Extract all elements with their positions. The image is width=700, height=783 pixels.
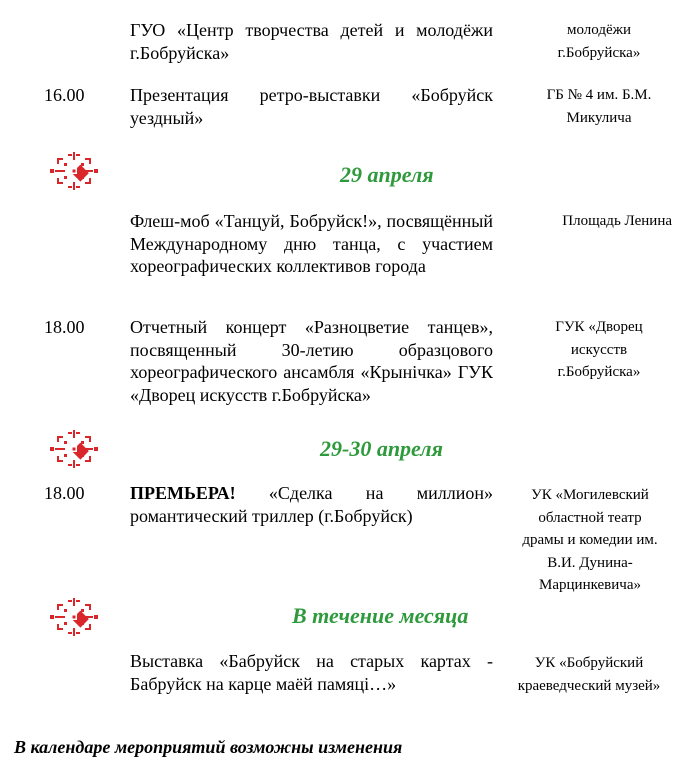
venue-line: Площадь Ленина	[562, 213, 672, 229]
venue-line: краеведческий музей»	[517, 677, 661, 694]
venue-line: В.И. Дунина-	[547, 554, 633, 571]
section-heading: В течение месяца	[292, 603, 469, 628]
event-time: 18.00	[44, 317, 85, 337]
venue-line: ГУК «Дворец	[555, 319, 643, 335]
venue-line: г.Бобруйска»	[557, 44, 641, 61]
section-heading: 29-30 апреля	[320, 436, 443, 461]
event-venue	[506, 484, 674, 597]
venue-line: Марцинкевича»	[539, 577, 641, 594]
event-venue	[524, 19, 674, 64]
event-time: 16.00	[44, 85, 85, 105]
section-heading: 29 апреля	[340, 162, 434, 187]
belarusian-ornament-icon	[49, 150, 99, 192]
event-venue	[504, 652, 674, 697]
event-description: ГУО «Центр творчества детей и молодёжи г.Бобруйска»	[130, 20, 493, 63]
event-description: Выставка «Бабруйск на старых картах - Бабруйск на карце маёй памяці…»	[130, 651, 493, 694]
event-time: 18.00	[44, 483, 85, 503]
footer-note: В календаре мероприятий возможны изменения	[14, 737, 403, 757]
event-venue	[524, 316, 674, 384]
event-description: Флеш-моб «Танцуй, Бобруйск!», посвящённый Международному дню танца, с участием хореографических коллективов города	[130, 211, 493, 277]
event-description: Презентация ретро-выставки «Бобруйск уездный»	[130, 85, 493, 128]
belarusian-ornament-icon	[49, 596, 99, 638]
premiere-label: ПРЕМЬЕРА!	[130, 483, 236, 503]
venue-line: областной театр	[538, 509, 642, 526]
venue-line: искусств	[570, 341, 628, 358]
venue-line: драмы и комедии им.	[522, 532, 658, 549]
event-description: Отчетный концерт «Разноцветие танцев», посвященный 30-летию образцового хореографического ансамбля «Крынічка» ГУК «Дворец искусств г.Бобруйска»	[130, 317, 493, 406]
venue-line: ГБ № 4 им. Б.М.	[546, 87, 652, 103]
venue-line: Микулича	[566, 109, 632, 126]
event-description	[130, 482, 493, 527]
venue-line: УК «Бобруйский	[534, 655, 644, 671]
venue-line: УК «Могилевский	[531, 487, 649, 503]
event-description-text: «Сделка на миллион» романтический триллер (г.Бобруйск)	[130, 483, 493, 526]
venue-line: молодёжи	[566, 22, 632, 38]
event-venue	[502, 210, 672, 233]
event-venue	[524, 84, 674, 129]
belarusian-ornament-icon	[49, 428, 99, 470]
venue-line: г.Бобруйска»	[557, 364, 641, 381]
